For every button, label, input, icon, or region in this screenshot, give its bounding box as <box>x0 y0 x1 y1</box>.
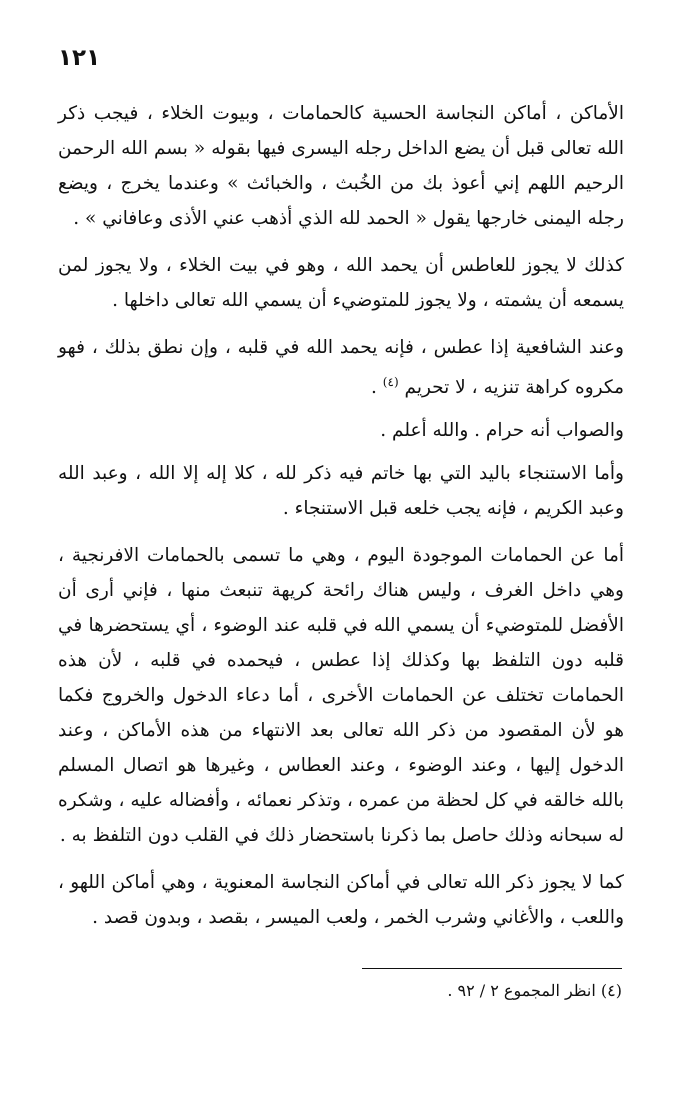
paragraph-3-text: وعند الشافعية إذا عطس ، فإنه يحمد الله في قلبه ، وإن نطق بذلك ، فهو مكروه كراهة تنزيه ، لا تحريم <box>58 337 624 399</box>
footnote-marker: (٤) <box>382 375 399 389</box>
footnote-divider <box>362 968 622 969</box>
paragraph-7: كما لا يجوز ذكر الله تعالى في أماكن النجاسة المعنوية ، وهي أماكن اللهو ، واللعب ، والأغاني وشرب الخمر ، ولعب الميسر ، بقصد ، وبدون قصد . <box>58 872 624 929</box>
page-number: ١٢١ <box>58 45 101 71</box>
paragraph-3-end: . <box>371 377 383 399</box>
paragraph-4: والصواب أنه حرام . والله أعلم . <box>380 420 624 442</box>
paragraph-3 <box>58 330 624 405</box>
footnote: (٤) انظر المجموع ٢ / ٩٢ . <box>447 981 622 1000</box>
paragraph-6: أما عن الحمامات الموجودة اليوم ، وهي ما تسمى بالحمامات الافرنجية ، وهي داخل الغرف ، وليس هناك رائحة كريهة تنبعث منها ، فإني أرى أن الأفضل للمتوضيء أن يسمي الله في قلبه عند الوضوء ، أي يستحضرها في قلبه دون التلفظ بها وكذلك إذا عطس ، فيحمده في قلبه ، لأن هذه الحمامات تختلف عن الحمامات الأخرى ، أما دعاء الدخول والخروج فكما هو لأن المقصود من ذكر الله تعالى بعد الانتهاء من هذه الأماكن ، وعند الدخول إليها ، وعند الوضوء ، وعند العطاس ، وغيرها هو اتصال المسلم بالله خالقه في كل لحظة من عمره ، وتذكر نعمائه ، وأفضاله عليه ، وشكره له سبحانه وذلك حاصل بما ذكرنا باستحضار ذلك في القلب دون التلفظ به . <box>58 545 624 847</box>
paragraph-1: الأماكن ، أماكن النجاسة الحسية كالحمامات ، وبيوت الخلاء ، فيجب ذكر الله تعالى قبل أن يضع الداخل رجله اليسرى فيها بقوله « بسم الله الرحمن الرحيم اللهم إني أعوذ بك من الخُبث ، والخبائث » وعندما يخرج ، ويضع رجله اليمنى خارجها يقول « الحمد لله الذي أذهب عني الأذى وعافاني » . <box>58 103 624 229</box>
body-text <box>58 96 624 935</box>
paragraph-2: كذلك لا يجوز للعاطس أن يحمد الله ، وهو في بيت الخلاء ، ولا يجوز لمن يسمعه أن يشمته ، ولا يجوز للمتوضيء أن يسمي الله تعالى داخلها . <box>58 255 624 311</box>
paragraph-5: وأما الاستنجاء باليد التي بها خاتم فيه ذكر لله ، كلا إله إلا الله ، وعبد الله وعبد الكريم ، فإنه يجب خلعه قبل الاستنجاء . <box>58 463 624 520</box>
